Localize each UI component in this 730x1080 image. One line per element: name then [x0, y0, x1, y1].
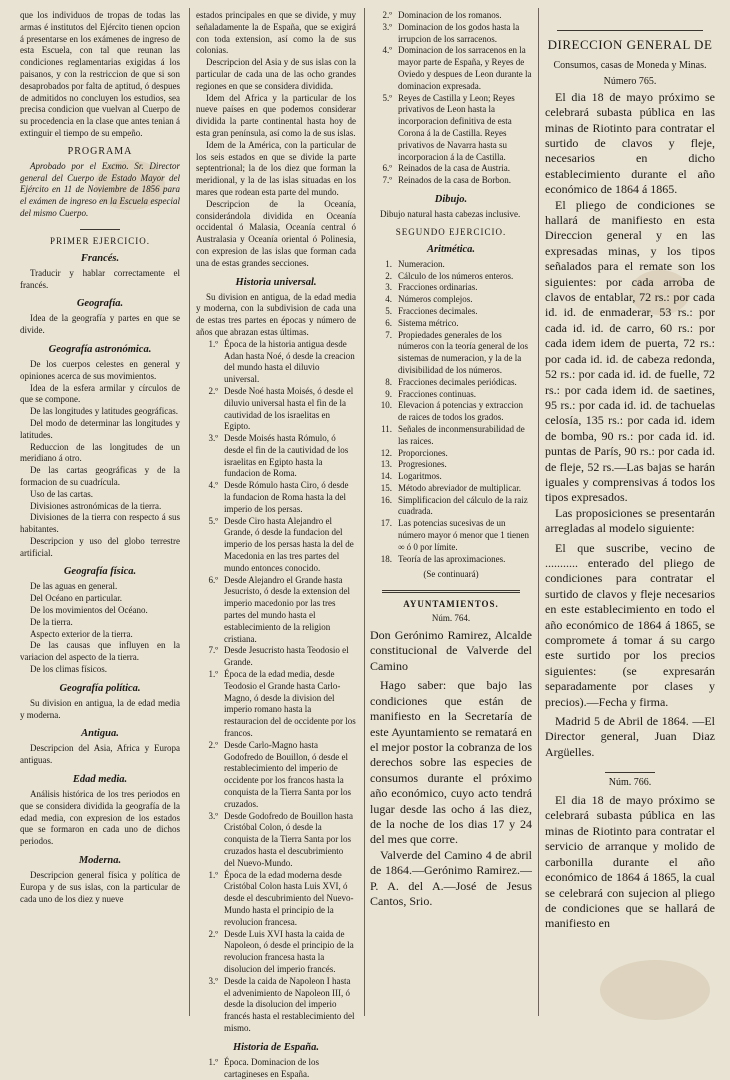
paragraph: Descripcion del Asia y de sus islas con la particular de cada una de las ocho grandes regiones en que se considera dividida. [196, 57, 356, 91]
subject-heading: Dibujo. [434, 193, 468, 205]
subject-heading: Geografía astronómica. [48, 343, 152, 355]
list-item: 11. Señales de inconmensurabilidad de las raices. [381, 423, 525, 446]
list-item: 1. Numeracion. [385, 258, 445, 269]
list-item: De las aguas en general. [30, 581, 118, 592]
column-rule [538, 8, 539, 1016]
list-item: De los climas físicos. [30, 664, 107, 675]
list-item: 7. Propiedades generales de los números con la teoría general de los sistemas de numeracion, y la de la divisibilidad de los números. [385, 329, 528, 375]
list-item: 17. Las potencias sucesivas de un número mayor ó menor que 1 tienen ∞ ó 0 por límite. [380, 518, 529, 552]
divider [80, 229, 120, 230]
list-item: 15. Método abreviador de multiplicar. [380, 482, 521, 493]
list-item: Divisiones astronómicas de la tierra. [30, 500, 162, 511]
list-item: 7.º Desde Jesucristo hasta Teodosio el Grande. [208, 645, 349, 668]
list-item: 5. Fracciones decimales. [385, 305, 478, 316]
list-item: Aspecto exterior de la tierra. [30, 628, 133, 639]
paragraph: Descripcion general física y política de Europa y de sus islas, con la particular de cada uno de los diez y nueve [20, 870, 180, 904]
list-item: De las cartas geográficas y de la formacion de su cuadrícula. [20, 465, 180, 487]
list-item: 2. Cálculo de los números enteros. [385, 270, 514, 281]
paragraph: Descripcion del Asia, Africa y Europa antiguas. [20, 743, 180, 766]
paragraph: Idem de la América, con la particular de los seis estados en que se divide la parte septentrional; la de los diez que forman la meridional, y la de las islas situadas en los mares que rodean esta parte del mundo. [196, 139, 356, 197]
list-item: 6.º Desde Alejandro el Grande hasta Jesucristo, ó desde la extension del imperio macedonio por las tres partes del mundo hasta el establecimiento de la religion cristiana. [208, 574, 350, 644]
paragraph: estados principales en que se divide, y muy señaladamente la de España, que se exigirá con toda extension, así como la de sus colonias. [196, 10, 356, 56]
notice-lead: Don Gerónimo Ramirez, Alcalde constitucional de Valverde del Camino [370, 628, 532, 673]
paragraph: Idem del Africa y la particular de los nueve países en que podemos considerar dividida la parte continental hasta hoy de esta gran península, así como la de sus islas. [196, 92, 356, 138]
list-item: 6. Sistema métrico. [385, 317, 459, 328]
column-rule [364, 8, 365, 1016]
paragraph: Traducir y hablar correctamente el francés. [20, 267, 180, 290]
spain-history-list [370, 10, 532, 187]
arithmetic-list [370, 259, 532, 566]
exercise-heading: SEGUNDO EJERCICIO. [395, 226, 507, 237]
list-item: De los cuerpos celestes en general y opiniones acerca de sus movimientos. [20, 358, 180, 381]
list-item: 4.º Desde Rómulo hasta Ciro, ó desde la fundacion de Roma hasta la del imperio de los persas. [208, 480, 349, 514]
column-1 [20, 10, 180, 905]
list-item: Del Océano en particular. [30, 593, 122, 604]
notice-number: Número 765. [603, 76, 657, 87]
divider [605, 772, 655, 773]
section-title: DIRECCION GENERAL DE [547, 37, 713, 52]
list-item: 14. Logaritmos. [380, 471, 442, 482]
list-item: 1.º Época de la historia antigua desde Adan hasta Noé, ó desde la creacion del mundo hasta el diluvio universal. [208, 338, 355, 385]
list-item: 5.º Desde Ciro hasta Alejandro el Grande, ó desde la fundacion del imperio de los persas hasta la del de Macedonia en las tres partes del mundo entonces conocido. [208, 515, 354, 573]
subject-heading: Antigua. [81, 728, 119, 740]
paragraph: que los individuos de tropas de todas las armas é institutos del Ejército tienen opcion á presentarse en los exámenes de ingreso de esta Escuela, con tal que reunan las condiciones reglamentarias exigidas á los paisanos, y con la restriccion de que si son desaprobados por falta de aptitud, ó despues de admitidos no concluyen los estudios, sea precisa condicion que vuelvan al Cuerpo de su procedencia en la clase que antes tenian á extinguir el tiempo de su empeño. [20, 10, 180, 138]
list-item: De las longitudes y latitudes geográficas. [30, 406, 178, 417]
subject-heading: Edad media. [72, 774, 128, 786]
paper-stain [600, 960, 710, 1020]
list-item: 4. Números complejos. [385, 294, 473, 305]
paragraph: Su division en antigua, de la edad media y moderna, con la subdivision de cada una de estas tres partes en épocas y número de años que abrazan estas últimas. [196, 291, 356, 337]
section-title: AYUNTAMIENTOS. [403, 599, 499, 610]
list-item: 7.º Reinados de la casa de Borbon. [382, 175, 511, 186]
list-item: 3. Fracciones ordinarias. [385, 282, 478, 293]
list-item: De los movimientos del Océano. [30, 605, 148, 616]
list-item: 1.º Época de la edad media, desde Teodosio el Grande hasta Carlo-Magno, ó desde la division del imperio romano hasta la restauracion del de occidente por los francos. [208, 669, 356, 739]
list-item: 2.º Desde Luis XVI hasta la caida de Napoleon, ó desde el principio de la revolucion francesa hasta la disolucion del imperio francés. [208, 928, 354, 974]
list-item: 4.º Dominacion de los sarracenos en la mayor parte de España, y Reyes de Oviedo y despues de Leon durante la dominacion expresada. [382, 45, 532, 91]
paragraph: Idea de la geografía y partes en que se divide. [20, 313, 180, 336]
list-item: 9. Fracciones continuas. [385, 388, 476, 399]
subject-heading: Historia universal. [235, 276, 317, 288]
list-item: Del modo de determinar las longitudes y latitudes. [20, 417, 180, 440]
column-3 [370, 10, 532, 909]
column-2 [196, 10, 356, 1080]
section-subtitle: Consumos, casas de Moneda y Minas. [553, 60, 707, 71]
list-item: 2.º Desde Carlo-Magno hasta Godofredo de Bouillon, ó desde el restablecimiento del imperio de occidente por los francos hasta la conquista de la Tierra Santa por los cruzados. [208, 739, 351, 809]
notice-body: Hago saber: que bajo las condiciones que están de manifiesto en la Secretaría de este Ayuntamiento se rematará en el mejor postor la cobranza de los derechos sobre las especies de consumos durante el próximo año económico, cuyo acto tendrá lugar desde las ocho á las diez, de la noche de los dias 17 y 24 del mes que corre. [370, 678, 532, 847]
notice-number: Núm. 766. [608, 777, 652, 789]
notice-closing: Valverde del Camino 4 de abril de 1864.—Gerónimo Ramirez.—P. A. del A.—José de Jesus Cantos, Srio. [370, 847, 532, 908]
paragraph: El dia 18 de mayo próximo se celebrará subasta pública en las minas de Riotinto para contratar el surtido de clavos y fleje, necesarios en dicho establecimiento durante el año económico de 1864 á 1865. [545, 89, 715, 197]
list-item: 2.º Dominacion de los romanos. [382, 10, 502, 20]
list-item: 3.º Desde la caida de Napoleon I hasta el advenimiento de Napoleon III, ó desde la disolucion del imperio francés hasta el restablecimiento del mismo. [208, 975, 355, 1033]
paragraph: El pliego de condiciones se hallará de manifiesto en esta Direccion general y en las expresadas minas, y los tipos señalados para el remate son los siguientes: por cada arroba de clavos de entablar, 72 rs.: por cada id. id. de enmaderar, 53 rs.: por cada id. id. de carro, 60 rs.: por cada idem idem de puerta, 72 rs.: por cada id. id. de cabeza redonda, 52 rs.: por cada id. id. de fuelle, 72 rs.: por cada idem id. de saetines, 95 rs.: por cada id. id. de tachuelas celosía, 135 rs.: por cada id. idem de bomba, 90 rs.: por cada id. id. puntas de París, 90 rs.: por cada id. de fleje, 52 rs.—Las bajas se harán iguales y comprensivas á todos los tipos expresados. [545, 197, 715, 505]
astro-list [20, 359, 180, 560]
subject-heading: Moderna. [78, 855, 122, 867]
list-item: De las causas que influyen en la variacion del aspecto de la tierra. [20, 640, 180, 663]
paragraph: Su division en antigua, la de edad media y moderna. [20, 697, 180, 720]
subject-heading: Aritmética. [426, 243, 476, 255]
subject-heading: Geografía política. [59, 682, 141, 694]
subject-heading: Geografía. [76, 298, 124, 310]
list-item: 13. Progresiones. [380, 459, 447, 470]
paragraph: Madrid 5 de Abril de 1864. —El Director general, Juan Diaz Argüelles. [545, 714, 715, 759]
list-item: Divisiones de la tierra con respecto á sus habitantes. [20, 512, 180, 535]
paragraph: Las proposiciones se presentarán arregladas al modelo siguiente: [545, 505, 715, 536]
list-item: 5.º Reyes de Castilla y Leon; Reyes privativos de Leon hasta la incorporacion definitiva de esta Corona á la de Castilla. Reyes privativos de Navarra hasta su incorporacion á la de Castilla. [382, 92, 515, 162]
list-item: 6.º Reinados de la casa de Austria. [382, 163, 510, 174]
list-item: 10. Elevacion á potencias y extraccion de raices de todos los grados. [380, 400, 523, 423]
subject-heading: Francés. [80, 252, 120, 264]
list-item: 12. Proporciones. [380, 447, 448, 458]
divider [382, 590, 520, 593]
column-rule [189, 8, 190, 1016]
paragraph: Descripcion de la Oceanía, considerándola dividida en Oceanía occidental ó Malasia, Oceanía central ó Australasia y Oceanía oriental ó Polinesia, con expresion de las islas que forman cada una de estas grandes secciones. [196, 198, 356, 268]
paragraph: El dia 18 de mayo próximo se celebrará subasta pública en las minas de Riotinto para contratar el servicio de arranque y molido de carbonilla durante el año económico de 1864 á 1865, la cual se celebrará con sujecion al pliego de condiciones que se hallará de manifiesto en [545, 793, 715, 931]
list-item: Idea de la esfera armilar y círculos de que se compone. [20, 382, 180, 405]
list-item: 18. Teoría de las aproximaciones. [380, 553, 506, 564]
notice-number: Núm. 764. [431, 613, 471, 624]
list-item: 16. Simplificacion del cálculo de la raiz cuadrada. [380, 494, 528, 517]
exercise-heading: PRIMER EJERCICIO. [49, 235, 150, 246]
list-item: Uso de las cartas. [30, 488, 93, 499]
list-item: 3.º Desde Moisés hasta Rómulo, ó desde el fin de la cautividad de los israelitas en Egipto hasta la fundacion de Roma. [208, 433, 349, 479]
paragraph: Dibujo natural hasta cabezas inclusive. [380, 208, 521, 219]
list-item: 8. Fracciones decimales periódicas. [385, 376, 517, 387]
fisica-list [20, 581, 180, 675]
paragraph: El que suscribe, vecino de ........... enterado del pliego de condiciones para contratar el surtido de clavos y fleje necesarios en este establecimiento en todo el año económico de 1864 á 1865, se compromete á tomar á su cargo este surtido por los precios siguientes: (se expresarán separadamente por clases y precios).—Fecha y firma. [545, 540, 715, 709]
continued-note: (Se continuará) [423, 569, 479, 580]
list-item: De la tierra. [30, 616, 73, 627]
list-item: 2.º Desde Noé hasta Moisés, ó desde el diluvio universal hasta el fin de la cautividad de los israelitas en Egipto. [208, 385, 354, 432]
paragraph: Análisis histórica de los tres periodos en que se considera dividida la geografía de la edad media, con expresion de los estados que se formaron en cada uno de dichos periodos. [20, 789, 180, 847]
list-item: 3.º Dominacion de los godos hasta la irrupcion de los sarracenos. [382, 21, 520, 44]
subject-heading: Historia de España. [232, 1041, 320, 1053]
history-list [196, 339, 356, 1035]
list-item: 1.º Época. Dominacion de los cartagineses en España. [208, 1056, 319, 1079]
list-item: Descripcion y uso del globo terrestre artificial. [20, 535, 180, 558]
column-4 [545, 10, 715, 932]
section-title: PROGRAMA [67, 145, 133, 157]
list-item: 1.º Época de la edad moderna desde Cristóbal Colon hasta Luis XVI, ó desde el descubrimiento del Nuevo-Mundo hasta el principio de la revolucion francesa. [208, 869, 354, 927]
list-item: Reduccion de las longitudes de un meridiano á otro. [20, 441, 180, 464]
divider [557, 30, 703, 31]
list-item: 3.º Desde Godofredo de Bouillon hasta Cristóbal Colon, ó desde la conquista de la Tierra Santa por los cruzados hasta el descubrimiento del Nuevo-Mundo. [208, 810, 353, 868]
programa-intro: Aprobado por el Excmo. Sr. Director general del Cuerpo de Estado Mayor del Ejército en 11 de Noviembre de 1856 para el exámen de ingreso en la Escuela especial del mismo Cuerpo. [20, 160, 180, 218]
subject-heading: Geografía física. [63, 566, 137, 578]
